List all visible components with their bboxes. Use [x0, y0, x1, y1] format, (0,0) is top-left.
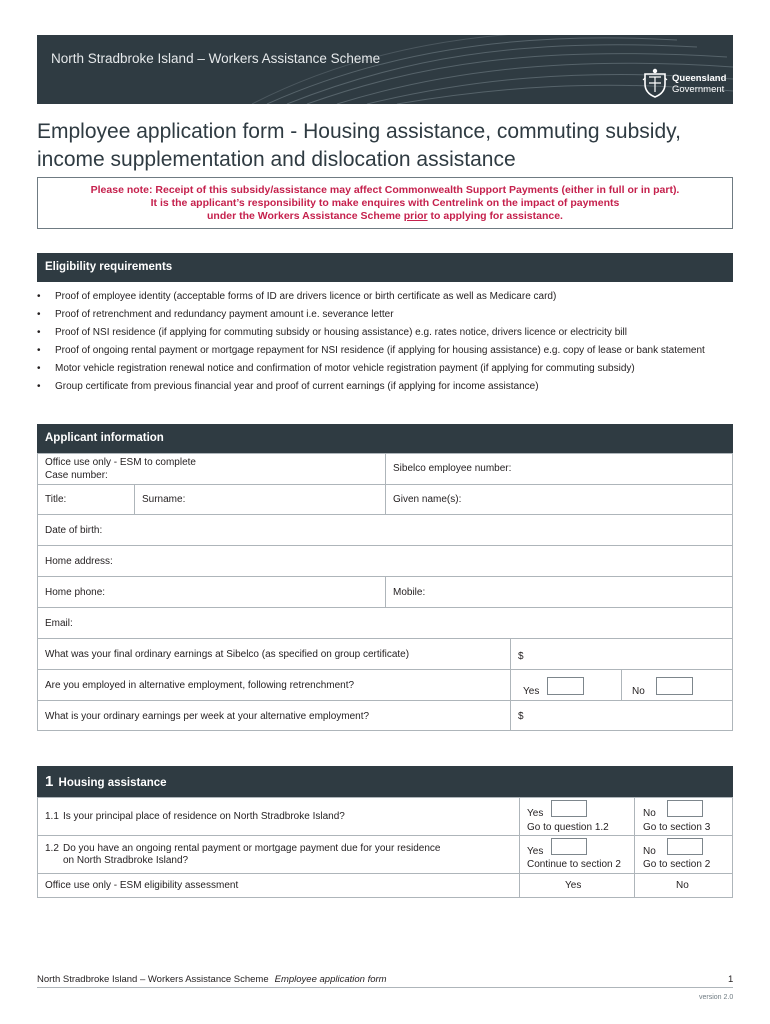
final-earnings-currency: $ — [518, 651, 524, 662]
alt-employment-yes-label: Yes — [523, 686, 540, 697]
eligibility-item: • Motor vehicle registration renewal notice and confirmation of motor vehicle registration payment (if applying for commuting subsidy) — [37, 362, 705, 380]
home-address-label: Home address: — [45, 556, 113, 567]
gov-name: Queensland — [672, 73, 727, 84]
footer-divider — [37, 987, 733, 988]
given-names-label: Given name(s): — [393, 494, 462, 505]
col-divider — [510, 638, 511, 731]
office-eligibility-yes[interactable]: Yes — [565, 880, 582, 891]
mobile-label: Mobile: — [393, 587, 426, 598]
row-divider — [37, 607, 733, 608]
alt-employment-question: Are you employed in alternative employment, following retrenchment? — [45, 680, 355, 691]
row-divider — [37, 700, 733, 701]
q1-yes-label: Yes — [527, 808, 544, 819]
footer-scheme: North Stradbroke Island – Workers Assistance Scheme — [37, 974, 269, 985]
alt-employment-yes-checkbox[interactable] — [547, 677, 584, 695]
note-box — [37, 177, 733, 229]
q2-number: 1.2 — [45, 843, 59, 854]
form-title-line2: income supplementation and dislocation assistance — [37, 148, 516, 171]
q2-text-line1: Do you have an ongoing rental payment or mortgage payment due for your residence — [63, 843, 441, 854]
q2-yes-next: Continue to section 2 — [527, 859, 621, 870]
housing-heading — [37, 766, 733, 797]
office-use-label: Office use only - ESM to complete — [45, 457, 196, 468]
row-divider — [37, 545, 733, 546]
row-divider — [37, 835, 733, 836]
col-divider — [385, 576, 386, 607]
q2-no-label: No — [643, 846, 656, 857]
applicant-heading: Applicant information — [37, 424, 733, 453]
col-divider — [634, 797, 635, 898]
form-title-line1: Employee application form - Housing assistance, commuting subsidy, — [37, 120, 681, 143]
header-banner — [37, 35, 733, 104]
surname-label: Surname: — [142, 494, 186, 505]
q2-yes-checkbox[interactable] — [551, 838, 587, 855]
footer-form-name: Employee application form — [274, 974, 387, 985]
note-line3-pre: under the Workers Assistance Scheme — [207, 210, 404, 222]
row-divider — [37, 873, 733, 874]
eligibility-item: • Group certificate from previous financial year and proof of current earnings (if applying for income assistance) — [37, 380, 705, 398]
final-earnings-question: What was your final ordinary earnings at Sibelco (as specified on group certificate) — [45, 649, 410, 660]
col-divider — [385, 453, 386, 514]
banner-swoosh-graphic — [37, 35, 733, 104]
col-divider — [134, 484, 135, 514]
form-title — [37, 118, 737, 174]
q1-yes-next: Go to question 1.2 — [527, 822, 609, 833]
eligibility-item: • Proof of NSI residence (if applying for commuting subsidy or housing assistance) e.g. rates notice, drivers licence or electricity bill — [37, 326, 705, 344]
q1-no-checkbox[interactable] — [667, 800, 703, 817]
note-line3-post: to applying for assistance. — [427, 210, 563, 222]
q1-no-next: Go to section 3 — [643, 822, 711, 833]
gov-sub: Government — [672, 84, 725, 95]
weekly-earnings-question: What is your ordinary earnings per week at your alternative employment? — [45, 711, 370, 722]
note-line3 — [38, 210, 732, 223]
scheme-title: North Stradbroke Island – Workers Assistance Scheme — [51, 51, 381, 66]
note-line3-underline: prior — [403, 210, 428, 222]
note-line1: Please note: Receipt of this subsidy/assistance may affect Commonwealth Support Payments (either in full or in part). — [90, 184, 680, 196]
eligibility-item: • Proof of ongoing rental payment or mortgage repayment for NSI residence (if applying for housing assistance) e.g. copy of lease or bank statement — [37, 344, 705, 362]
q1-text: Is your principal place of residence on North Stradbroke Island? — [63, 811, 345, 822]
weekly-earnings-currency: $ — [518, 711, 524, 722]
q2-yes-label: Yes — [527, 846, 544, 857]
note-line2: It is the applicant’s responsibility to make enquires with Centrelink on the impact of payments — [150, 197, 620, 209]
row-divider — [37, 638, 733, 639]
housing-heading-text: Housing assistance — [58, 777, 167, 789]
row-divider — [37, 669, 733, 670]
sibelco-number-label: Sibelco employee number: — [393, 463, 512, 474]
title-label: Title: — [45, 494, 67, 505]
q2-text-line2: on North Stradbroke Island? — [63, 855, 189, 866]
email-label: Email: — [45, 618, 73, 629]
eligibility-heading: Eligibility requirements — [37, 253, 733, 282]
q2-no-next: Go to section 2 — [643, 859, 711, 870]
footer-text — [37, 974, 387, 985]
col-divider — [621, 669, 622, 700]
office-eligibility-no[interactable]: No — [676, 880, 689, 891]
eligibility-item: • Proof of retrenchment and redundancy payment amount i.e. severance letter — [37, 308, 705, 326]
home-phone-label: Home phone: — [45, 587, 106, 598]
queensland-crest-icon — [642, 68, 668, 98]
page-number: 1 — [728, 974, 734, 985]
eligibility-item: • Proof of employee identity (acceptable forms of ID are drivers licence or birth certificate as well as Medicare card) — [37, 290, 705, 308]
row-divider — [37, 514, 733, 515]
col-divider — [519, 797, 520, 898]
case-number-label: Case number: — [45, 470, 108, 481]
q1-yes-checkbox[interactable] — [551, 800, 587, 817]
version-label: version 2.0 — [699, 994, 734, 1001]
office-eligibility-label: Office use only - ESM eligibility assessment — [45, 880, 239, 891]
dob-label: Date of birth: — [45, 525, 103, 536]
eligibility-list — [37, 290, 705, 398]
housing-section-number: 1 — [45, 773, 54, 790]
alt-employment-no-label: No — [632, 686, 645, 697]
q1-number: 1.1 — [45, 811, 59, 822]
q1-no-label: No — [643, 808, 656, 819]
alt-employment-no-checkbox[interactable] — [656, 677, 693, 695]
q2-no-checkbox[interactable] — [667, 838, 703, 855]
